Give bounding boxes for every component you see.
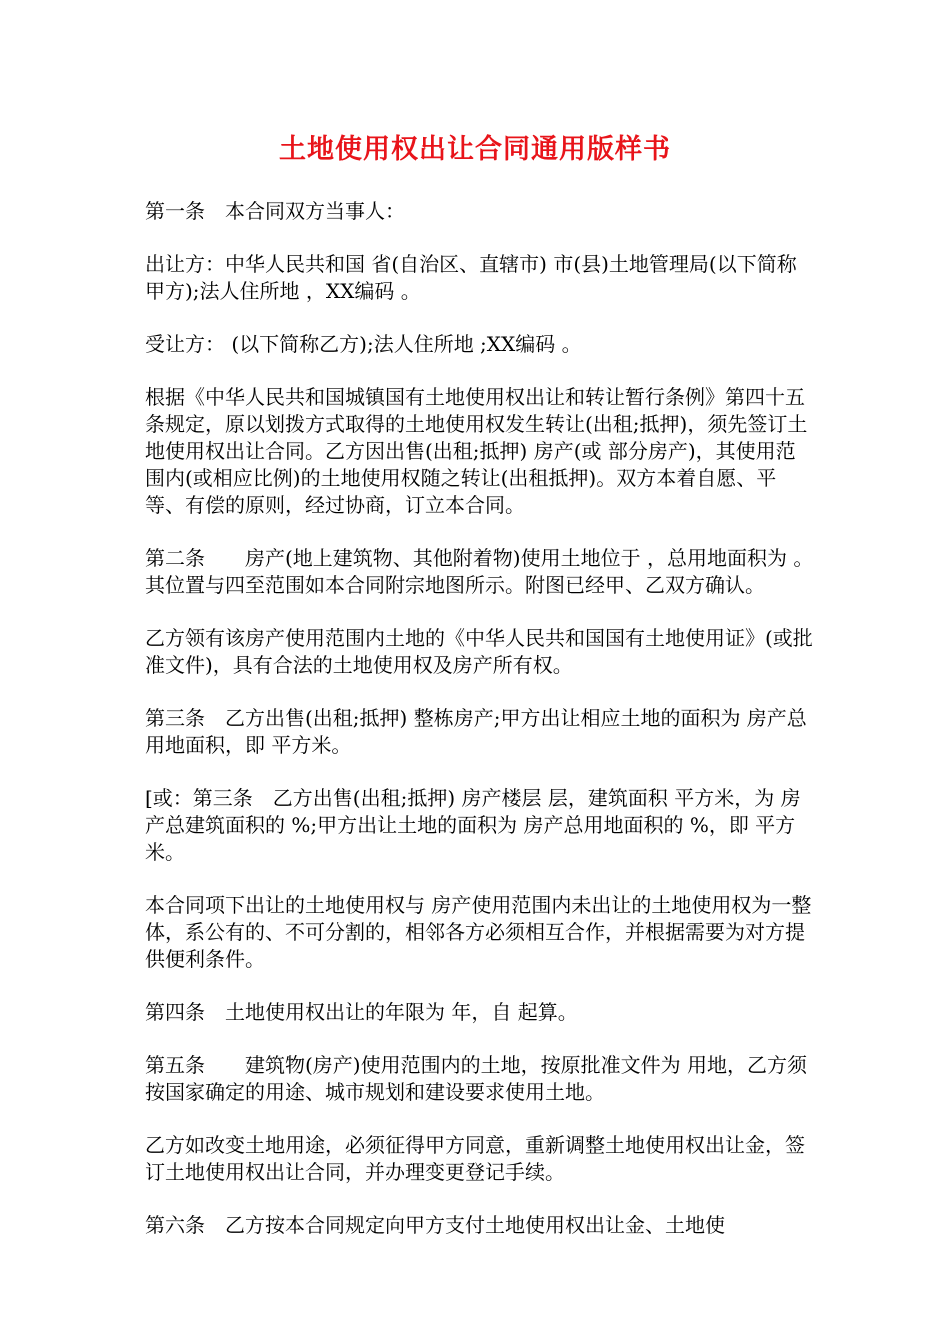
paragraph-transferor: 出让方：中华人民共和国 省(自治区、直辖市) 市(县)土地管理局(以下简称甲方);法人住所地 ，XX编码 。 [145, 252, 797, 303]
paragraph-basis: 根据《中华人民共和国城镇国有土地使用权出让和转让暂行条例》第四十五条规定，原以划拨方式取得的土地使用权发生转让(出租;抵押)，须先签订土地使用权出让合同。乙方因出售(出租;抵押) 房产(或 部分房产)，其使用范围内(或相应比例)的土地使用权随之转让(出租抵押)。双方本着自愿、平等、有偿的原则，经过协商，订立本合同。 [145, 385, 808, 517]
paragraph-article-5: 第五条 建筑物(房产)使用范围内的土地，按原批准文件为 用地，乙方须按国家确定的用途、城市规划和建设要求使用土地。 [145, 1053, 807, 1104]
paragraph-article-4: 第四条 土地使用权出让的年限为 年，自 起算。 [145, 1000, 578, 1024]
paragraph-land-certificate: 乙方领有该房产使用范围内土地的《中华人民共和国国有土地使用证》(或批准文件)，具有合法的土地使用权及房产所有权。 [145, 626, 813, 677]
paragraph-article-2: 第二条 房产(地上建筑物、其他附着物)使用土地位于 ，总用地面积为 。其位置与四至范围如本合同附宗地图所示。附图已经甲、乙双方确认。 [145, 546, 814, 597]
paragraph-change-use: 乙方如改变土地用途，必须征得甲方同意，重新调整土地使用权出让金，签订土地使用权出让合同，并办理变更登记手续。 [145, 1133, 805, 1184]
paragraph-transferee: 受让方： (以下简称乙方);法人住所地 ;XX编码 。 [145, 332, 582, 356]
paragraph-article-3-alt: [或：第三条 乙方出售(出租;抵押) 房产楼层 层，建筑面积 平方米，为 房产总建筑面积的 %;甲方出让土地的面积为 房产总用地面积的 %，即 平方米。 [145, 786, 801, 864]
document-title: 土地使用权出让合同通用版样书 [279, 134, 671, 165]
paragraph-article-6: 第六条 乙方按本合同规定向甲方支付土地使用权出让金、土地使 [145, 1213, 725, 1237]
paragraph-article-1: 第一条 本合同双方当事人： [145, 199, 405, 223]
paragraph-article-3: 第三条 乙方出售(出租;抵押) 整栋房产;甲方出让相应土地的面积为 房产总用地面积，即 平方米。 [145, 706, 807, 757]
paragraph-shared-use: 本合同项下出让的土地使用权与 房产使用范围内未出让的土地使用权为一整体，系公有的、不可分割的，相邻各方必须相互合作，并根据需要为对方提供便利条件。 [145, 893, 812, 971]
document-body [145, 198, 815, 1265]
